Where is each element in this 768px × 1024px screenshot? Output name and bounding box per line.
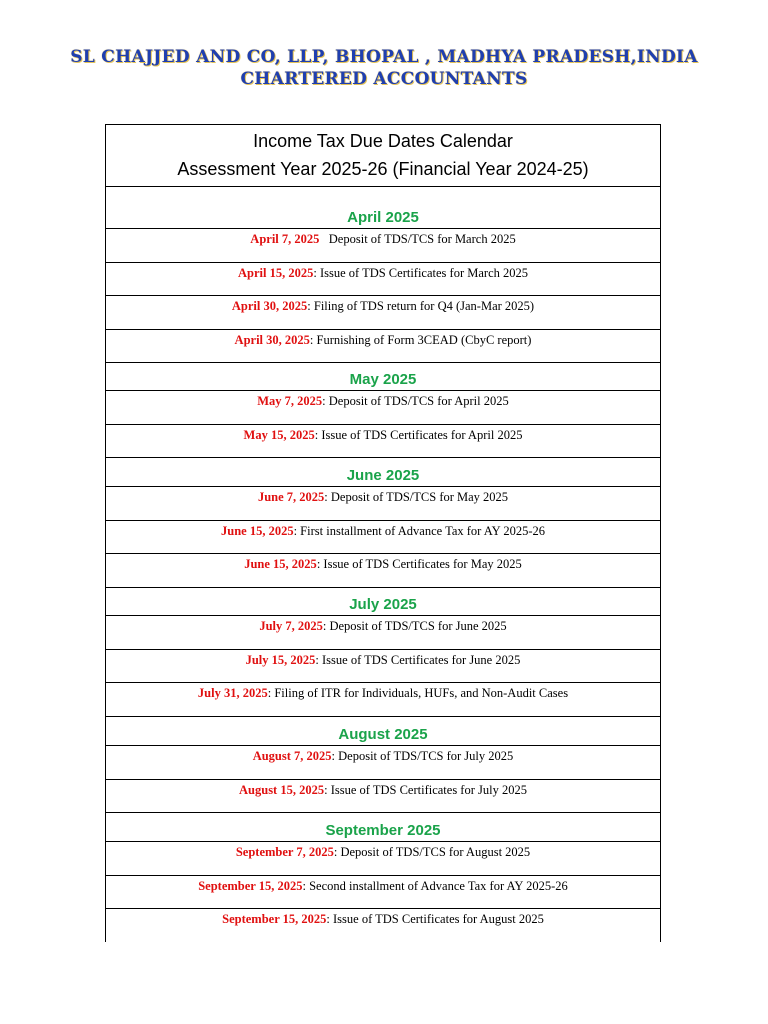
due-date-row [106, 554, 660, 588]
due-date: June 15, 2025 [221, 523, 294, 538]
due-date-description: : Filing of ITR for Individuals, HUFs, and Non-Audit Cases [267, 686, 569, 700]
due-date-description: : First installment of Advance Tax for AY 2025-26 [293, 523, 545, 538]
due-date-entry [106, 783, 660, 798]
due-date-row [106, 683, 660, 717]
due-date: August 15, 2025 [239, 782, 325, 797]
due-date-description: : Deposit of TDS/TCS for August 2025 [333, 845, 531, 859]
due-date-row [106, 842, 660, 876]
due-date-entry [106, 912, 660, 927]
due-date-row [106, 876, 660, 910]
due-date-description: : Deposit of TDS/TCS for May 2025 [324, 490, 509, 504]
firm-subtitle: CHARTERED ACCOUNTANTS [240, 69, 528, 89]
due-date-description: : Issue of TDS Certificates for July 2025 [324, 782, 527, 797]
month-header-row [106, 362, 660, 391]
month-header-row [106, 717, 660, 746]
month-label: August 2025 [338, 726, 428, 743]
due-date: July 15, 2025 [245, 652, 316, 667]
due-date-row [106, 780, 660, 814]
due-date-entry [106, 524, 660, 539]
due-date-entry [106, 299, 660, 314]
calendar-title-row [106, 125, 660, 187]
due-date: July 31, 2025 [197, 686, 268, 700]
due-date: June 7, 2025 [257, 490, 325, 504]
due-date-entry [106, 394, 660, 409]
due-date: April 15, 2025 [237, 265, 314, 280]
calendar-title: Income Tax Due Dates Calendar [253, 131, 513, 151]
due-date-row [106, 391, 660, 425]
due-date-row [106, 521, 660, 555]
due-date-row [106, 229, 660, 263]
due-date-entry [106, 266, 660, 281]
due-date-row [106, 425, 660, 459]
month-header-row [106, 458, 660, 487]
due-date-description: : Issue of TDS Certificates for May 2025 [316, 557, 522, 571]
due-date-entry [106, 490, 660, 505]
due-date-entry [106, 333, 660, 348]
due-date: April 30, 2025 [234, 332, 310, 347]
due-date-description: : Second installment of Advance Tax for AY 2025-26 [302, 878, 568, 893]
due-date: April 30, 2025 [231, 299, 308, 313]
month-label: June 2025 [346, 467, 420, 484]
month-header-row [106, 187, 660, 229]
month-label: September 2025 [325, 822, 441, 839]
month-header-row [106, 587, 660, 616]
due-date-description: : Issue of TDS Certificates for April 2025 [314, 427, 523, 442]
due-date-entry [106, 557, 660, 572]
firm-name: SL CHAJJED AND CO, LLP, BHOPAL , MADHYA PRADESH,INDIA [70, 47, 698, 67]
due-date-description: : Filing of TDS return for Q4 (Jan-Mar 2025) [307, 299, 535, 313]
due-date: September 15, 2025 [222, 912, 327, 926]
due-date-description: Deposit of TDS/TCS for March 2025 [319, 232, 516, 246]
due-date-entry [106, 845, 660, 860]
month-label: May 2025 [349, 371, 417, 388]
due-date-description: : Issue of TDS Certificates for March 2025 [313, 265, 528, 280]
due-date: June 15, 2025 [244, 557, 317, 571]
due-date: September 15, 2025 [198, 878, 303, 893]
due-date-entry [106, 232, 660, 247]
due-date-entry [106, 879, 660, 894]
due-date-row [106, 650, 660, 684]
due-date-description: : Furnishing of Form 3CEAD (CbyC report) [309, 332, 532, 347]
calendar-table [105, 124, 661, 942]
due-date-entry [106, 653, 660, 668]
due-date: September 7, 2025 [235, 845, 334, 859]
due-date: April 7, 2025 [250, 232, 320, 246]
due-date-entry [106, 428, 660, 443]
due-date-description: : Deposit of TDS/TCS for July 2025 [331, 749, 514, 763]
month-label: April 2025 [347, 209, 419, 226]
due-date: July 7, 2025 [259, 619, 323, 633]
due-date-row [106, 746, 660, 780]
due-date-description: : Issue of TDS Certificates for August 2025 [326, 912, 544, 926]
due-date-entry [106, 619, 660, 634]
due-date: May 7, 2025 [257, 394, 323, 408]
due-date-description: : Deposit of TDS/TCS for April 2025 [322, 394, 509, 408]
due-date: May 15, 2025 [243, 427, 315, 442]
month-header-row [106, 813, 660, 842]
calendar-subtitle: Assessment Year 2025-26 (Financial Year 2024-25) [177, 159, 589, 179]
due-date-description: : Deposit of TDS/TCS for June 2025 [322, 619, 507, 633]
due-date-entry [106, 749, 660, 764]
due-date-row [106, 263, 660, 297]
due-date-description: : Issue of TDS Certificates for June 2025 [315, 652, 521, 667]
month-label: July 2025 [349, 596, 417, 613]
due-date-row [106, 616, 660, 650]
due-date-row [106, 487, 660, 521]
due-date-row [106, 330, 660, 364]
due-date-row [106, 909, 660, 943]
due-date: August 7, 2025 [252, 749, 332, 763]
due-date-row [106, 296, 660, 330]
due-date-entry [106, 686, 660, 701]
